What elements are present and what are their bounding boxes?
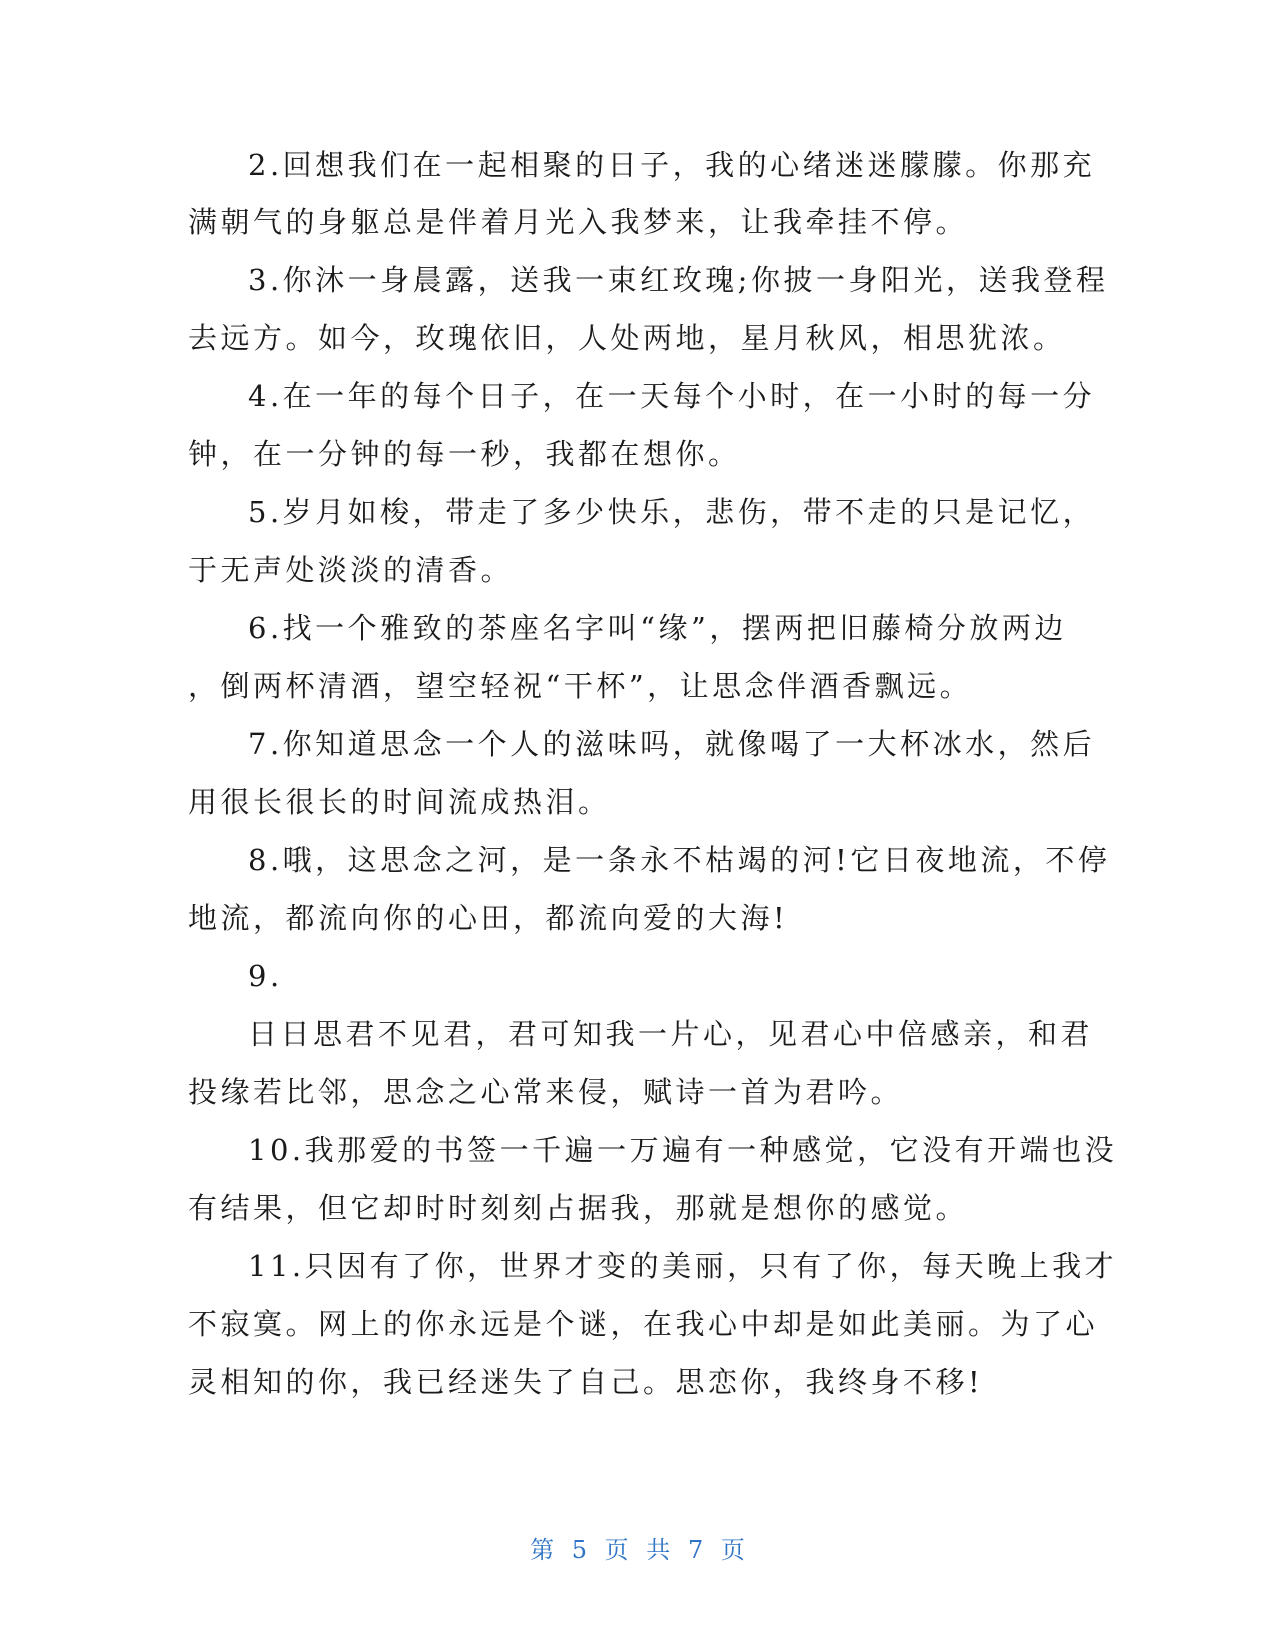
paragraph-line: 日日思君不见君，君可知我一片心，见君心中倍感亲，和君 <box>248 1017 1094 1051</box>
paragraph-line: 用很长很长的时间流成热泪。 <box>188 785 611 819</box>
paragraph-line: 5.岁月如梭，带走了多少快乐，悲伤，带不走的只是记忆， <box>248 495 1096 529</box>
paragraph-line: 灵相知的你，我已经迷失了自己。思恋你，我终身不移! <box>188 1365 984 1399</box>
paragraph-line: 于无声处淡淡的清香。 <box>188 553 514 587</box>
paragraph-line: 6.找一个雅致的茶座名字叫“缘”，摆两把旧藤椅分放两边 <box>248 611 1067 645</box>
paragraph-line: 3.你沐一身晨露，送我一束红玫瑰;你披一身阳光，送我登程 <box>248 263 1109 297</box>
paragraph-line: 投缘若比邻，思念之心常来侵，赋诗一首为君吟。 <box>188 1075 904 1109</box>
paragraph-line: ，倒两杯清酒，望空轻祝“干杯”，让思念伴酒香飘远。 <box>188 669 973 703</box>
paragraph-line: 钟，在一分钟的每一秒，我都在想你。 <box>188 437 741 471</box>
paragraph-line: 11.只因有了你，世界才变的美丽，只有了你，每天晚上我才 <box>248 1249 1118 1283</box>
page-number-footer: 第 5 页 共 7 页 <box>530 1536 745 1564</box>
paragraph-line: 地流，都流向你的心田，都流向爱的大海! <box>188 901 789 935</box>
paragraph-line: 去远方。如今，玫瑰依旧，人处两地，星月秋风，相思犹浓。 <box>188 321 1066 355</box>
paragraph-line: 有结果，但它却时时刻刻占据我，那就是想你的感觉。 <box>188 1191 969 1225</box>
paragraph-line: 2.回想我们在一起相聚的日子，我的心绪迷迷朦朦。你那充 <box>248 148 1096 182</box>
paragraph-line: 8.哦，这思念之河，是一条永不枯竭的河!它日夜地流，不停 <box>248 843 1111 877</box>
paragraph-line: 不寂寞。网上的你永远是个谜，在我心中却是如此美丽。为了心 <box>188 1307 1099 1341</box>
paragraph-line: 4.在一年的每个日子，在一天每个小时，在一小时的每一分 <box>248 379 1096 413</box>
paragraph-line: 10.我那爱的书签一千遍一万遍有一种感觉，它没有开端也没 <box>248 1133 1118 1167</box>
paragraph-line: 7.你知道思念一个人的滋味吗，就像喝了一大杯冰水，然后 <box>248 727 1096 761</box>
paragraph-line: 满朝气的身躯总是伴着月光入我梦来，让我牵挂不停。 <box>188 205 969 239</box>
paragraph-line: 9. <box>248 959 283 993</box>
